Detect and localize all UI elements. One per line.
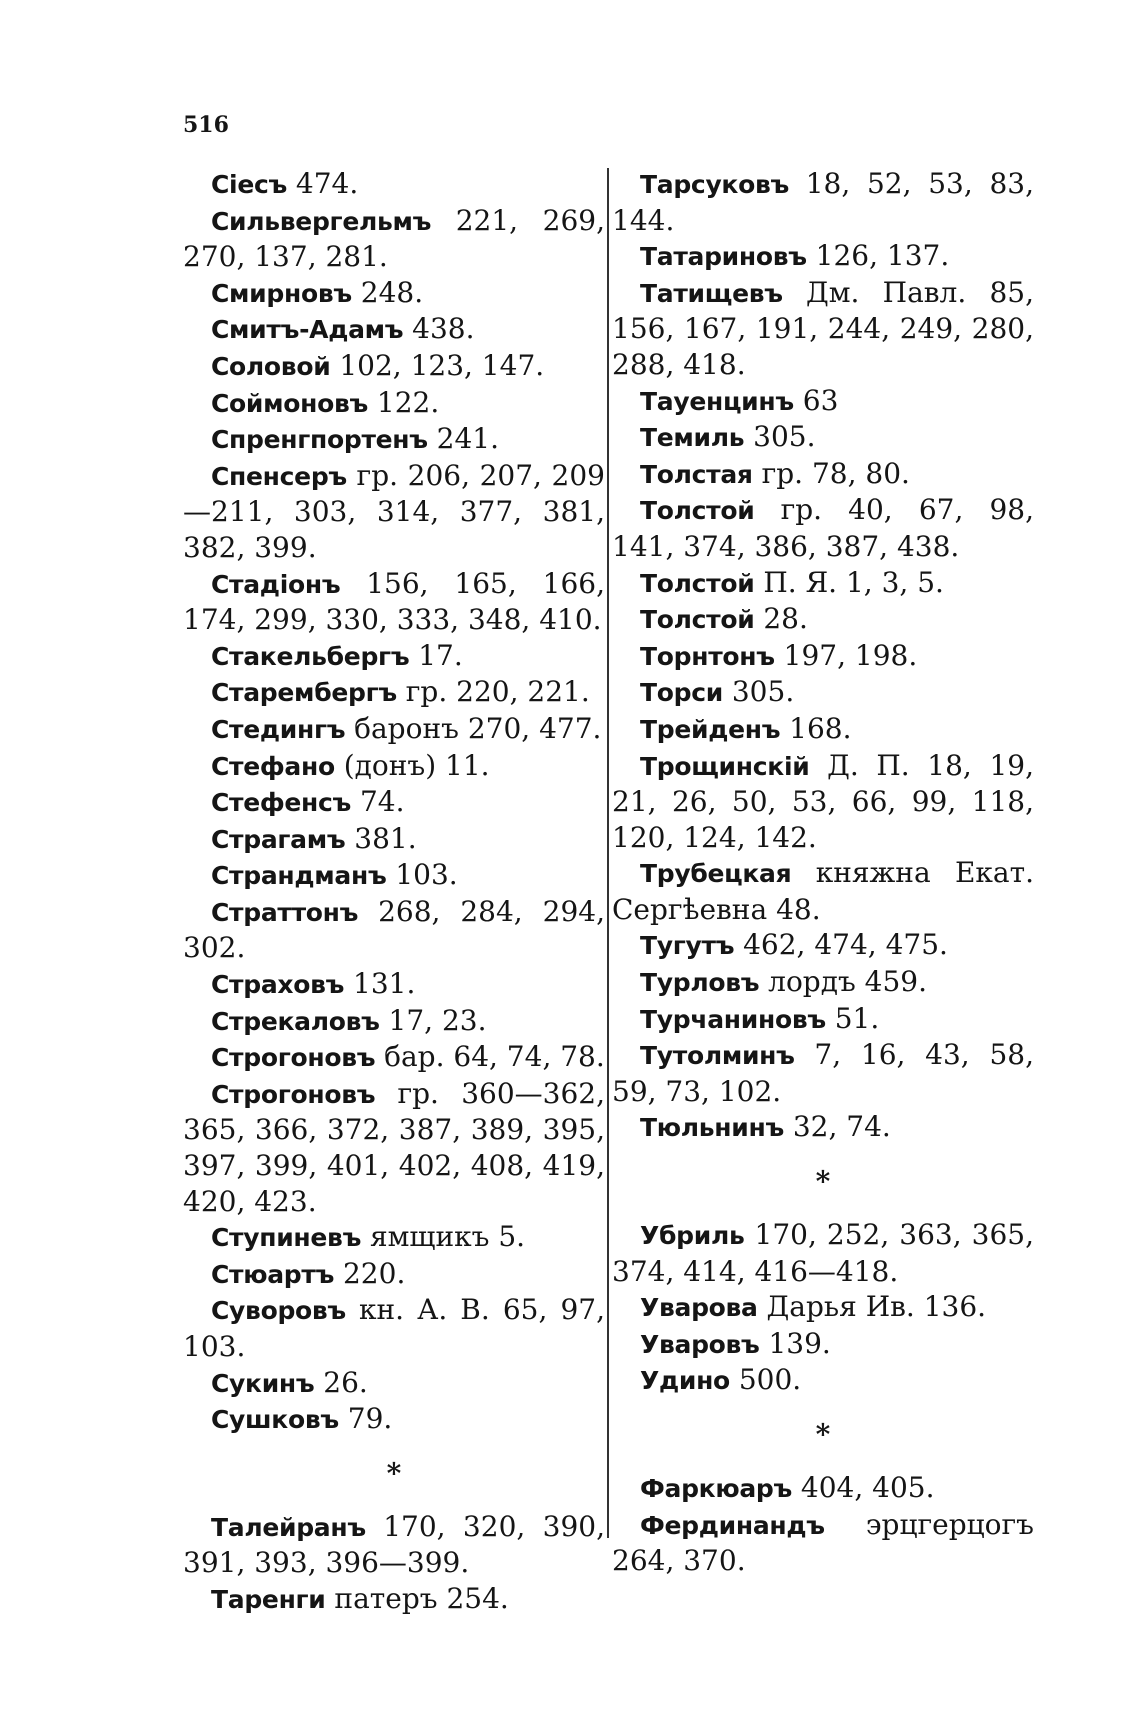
- entry-name: Сушковъ: [211, 1405, 339, 1435]
- index-entry: [612, 674, 1034, 711]
- entry-name: Смирновъ: [211, 278, 352, 308]
- index-column-right: [612, 166, 1034, 1579]
- entry-page-refs: 122.: [368, 385, 440, 419]
- entry-name: Строгоновъ: [211, 1043, 376, 1073]
- entry-page-refs: 248.: [351, 275, 424, 309]
- index-entry: [183, 1401, 605, 1438]
- section-separator: *: [815, 1418, 831, 1451]
- entry-page-refs: гр. 40, 67, 98, 141, 374, 386, 387, 438.: [612, 493, 1034, 563]
- index-entry: [612, 1289, 1034, 1326]
- entry-page-refs: кн. А. В. 65, 97, 103.: [183, 1293, 605, 1363]
- entry-page-refs: 305.: [722, 675, 795, 709]
- entry-page-refs: 170, 320, 390, 391, 393, 396—399.: [183, 1509, 605, 1580]
- entry-page-refs: гр. 220, 221.: [396, 675, 590, 709]
- entry-page-refs: баронъ 270, 477.: [345, 711, 602, 745]
- entry-page-refs: 28.: [754, 602, 808, 636]
- index-entry: [612, 1326, 1034, 1363]
- index-entry: [612, 275, 1034, 383]
- index-entry: [183, 1039, 605, 1076]
- entry-page-refs: патеръ 254.: [325, 1581, 509, 1615]
- entry-name: Торнтонъ: [640, 641, 775, 671]
- entry-page-refs: 63: [793, 383, 839, 417]
- index-entry: [612, 1507, 1034, 1579]
- entry-name: Сіесъ: [211, 170, 287, 199]
- entry-page-refs: гр. 78, 80.: [752, 456, 910, 490]
- entry-page-refs: 241.: [427, 422, 500, 456]
- entry-name: Толстой: [640, 605, 755, 635]
- entry-page-refs: 381.: [345, 821, 417, 855]
- index-entry: [183, 1581, 605, 1618]
- entry-name: Соловой: [211, 351, 331, 381]
- index-entry: [183, 784, 605, 821]
- index-column-left: [183, 166, 605, 1618]
- entry-name: Тугутъ: [640, 931, 735, 961]
- index-entry: [612, 456, 1034, 493]
- index-entry: [612, 419, 1034, 456]
- index-entry: [183, 711, 605, 748]
- entry-name: Трейденъ: [640, 714, 781, 744]
- index-entry: [183, 385, 605, 422]
- index-entry: [183, 1256, 605, 1293]
- entry-name: Стефенсъ: [211, 788, 352, 818]
- entry-page-refs: 51.: [825, 1001, 880, 1035]
- entry-page-refs: 17.: [409, 638, 463, 672]
- entry-name: Удино: [640, 1366, 730, 1396]
- entry-page-refs: 462, 474, 475.: [734, 928, 948, 962]
- entry-page-refs: 156, 165, 166, 174, 299, 330, 333, 348, 410.: [183, 566, 605, 637]
- entry-name: Тюльнинъ: [640, 1113, 784, 1143]
- index-entry: [612, 1109, 1034, 1146]
- entry-name: Смитъ-Адамъ: [211, 315, 404, 345]
- index-entry: [183, 1292, 605, 1364]
- entry-name: Спренгпортенъ: [211, 425, 428, 455]
- entry-page-refs: 170, 252, 363, 365, 374, 414, 416—418.: [612, 1218, 1034, 1288]
- entry-page-refs: гр. 206, 207, 209—211, 303, 314, 377, 381, 382, 399.: [183, 458, 605, 564]
- entry-name: Тарсуковъ: [640, 170, 789, 199]
- entry-page-refs: 474.: [286, 167, 359, 200]
- entry-page-refs: П. Я. 1, 3, 5.: [754, 565, 944, 599]
- index-entry: [612, 166, 1034, 238]
- entry-name: Тауенцинъ: [640, 386, 794, 416]
- index-entry: [183, 966, 605, 1003]
- entry-page-refs: 32, 74.: [783, 1110, 891, 1144]
- entry-name: Сильвергельмъ: [211, 206, 432, 236]
- index-entry: [183, 1003, 605, 1040]
- entry-name: Сукинъ: [211, 1368, 315, 1398]
- entry-page-refs: 74.: [351, 785, 405, 819]
- index-entry: [612, 1470, 1034, 1507]
- index-entry: [183, 748, 605, 785]
- entry-name: Стадіонъ: [211, 569, 341, 599]
- index-entry: [183, 1076, 605, 1219]
- entry-name: Стедингъ: [211, 714, 346, 744]
- entry-name: Толстой: [640, 568, 755, 598]
- index-entry: [612, 638, 1034, 675]
- index-entry: [612, 492, 1034, 564]
- index-entry: [183, 1509, 605, 1581]
- index-entry: [612, 1037, 1034, 1109]
- entry-page-refs: 131.: [344, 967, 416, 1001]
- index-entry: [183, 166, 605, 203]
- entry-name: Стакельбергъ: [211, 641, 410, 671]
- entry-name: Турчаниновъ: [640, 1004, 826, 1034]
- index-entry: [183, 1365, 605, 1402]
- entry-name: Турловъ: [640, 968, 760, 998]
- entry-page-refs: лордъ 459.: [759, 965, 928, 999]
- entry-page-refs: 18, 52, 53, 83, 144.: [612, 167, 1034, 237]
- entry-name: Уваровъ: [640, 1329, 760, 1359]
- index-entry: [183, 894, 605, 966]
- entry-page-refs: гр. 360—362, 365, 366, 372, 387, 389, 395, 397, 399, 401, 402, 408, 419, 420, 423.: [183, 1076, 605, 1218]
- index-entry: [612, 711, 1034, 748]
- entry-name: Трощинскій: [640, 751, 810, 781]
- entry-page-refs: 168.: [780, 711, 852, 745]
- entry-page-refs: Дм. Павл. 85, 156, 167, 191, 244, 249, 280, 288, 418.: [612, 275, 1034, 381]
- entry-page-refs: 79.: [338, 1402, 393, 1436]
- entry-name: Стюартъ: [211, 1259, 335, 1289]
- index-entry: [183, 1219, 605, 1256]
- entry-page-refs: 17, 23.: [379, 1003, 487, 1037]
- entry-page-refs: (донъ) 11.: [334, 748, 490, 782]
- entry-name: Стефано: [211, 751, 335, 781]
- entry-page-refs: 126, 137.: [806, 239, 950, 273]
- entry-page-refs: 305.: [744, 420, 816, 454]
- entry-name: Стрекаловъ: [211, 1006, 380, 1036]
- index-entry: [612, 1362, 1034, 1399]
- entry-page-refs: эрцгерцогъ 264, 370.: [612, 1507, 1034, 1578]
- index-entry: [612, 601, 1034, 638]
- entry-page-refs: 139.: [759, 1326, 831, 1360]
- entry-page-refs: 7, 16, 43, 58, 59, 73, 102.: [612, 1038, 1034, 1108]
- entry-name: Татищевъ: [640, 278, 783, 308]
- entry-page-refs: княжна Екат. Сергѣевна 48.: [612, 856, 1034, 926]
- entry-page-refs: Д. П. 18, 19, 21, 26, 50, 53, 66, 99, 118, 120, 124, 142.: [612, 748, 1034, 854]
- entry-name: Страттонъ: [211, 897, 359, 927]
- entry-name: Суворовъ: [211, 1296, 346, 1326]
- entry-name: Страховъ: [211, 970, 345, 1000]
- entry-page-refs: ямщикъ 5.: [361, 1220, 526, 1254]
- index-entry: [183, 821, 605, 858]
- section-separator: *: [815, 1165, 831, 1199]
- entry-name: Тутолминъ: [640, 1041, 795, 1071]
- entry-page-refs: 197, 198.: [774, 638, 918, 672]
- entry-page-refs: 500.: [729, 1363, 802, 1397]
- entry-name: Толстая: [640, 459, 753, 489]
- index-entry: [183, 857, 605, 894]
- entry-page-refs: 268, 284, 294, 302.: [183, 894, 605, 965]
- entry-name: Старембергъ: [211, 678, 397, 708]
- column-divider: [607, 168, 609, 1538]
- index-entry: [612, 1001, 1034, 1038]
- index-entry: [612, 855, 1034, 927]
- entry-name: Татариновъ: [640, 242, 807, 272]
- index-entry: [612, 383, 1034, 420]
- entry-page-refs: 26.: [314, 1365, 368, 1399]
- index-entry: [612, 964, 1034, 1001]
- index-entry: [183, 203, 605, 275]
- entry-name: Страндманъ: [211, 861, 387, 891]
- entry-name: Толстой: [640, 496, 755, 526]
- entry-name: Торси: [640, 678, 723, 708]
- page-number: 516: [183, 112, 229, 138]
- entry-name: Таренги: [211, 1584, 326, 1614]
- index-entry: [183, 275, 605, 312]
- entry-name: Убриль: [640, 1221, 745, 1251]
- entry-name: Соймоновъ: [211, 388, 369, 418]
- entry-page-refs: Дарья Ив. 136.: [757, 1290, 987, 1324]
- entry-page-refs: 404, 405.: [791, 1471, 935, 1504]
- index-entry: [183, 638, 605, 675]
- entry-name: Страгамъ: [211, 824, 346, 854]
- entry-page-refs: 221, 269, 270, 137, 281.: [183, 203, 605, 274]
- index-entry: [612, 748, 1034, 856]
- entry-name: Спенсеръ: [211, 461, 347, 491]
- index-entry: [183, 311, 605, 348]
- index-entry: [612, 1217, 1034, 1289]
- entry-page-refs: бар. 64, 74, 78.: [375, 1040, 605, 1074]
- entry-page-refs: 220.: [334, 1256, 406, 1290]
- entry-page-refs: 438.: [403, 312, 475, 346]
- index-entry: [183, 674, 605, 711]
- section-separator: *: [386, 1456, 402, 1490]
- entry-name: Уварова: [640, 1293, 758, 1323]
- entry-name: Фаркюаръ: [640, 1474, 792, 1503]
- entry-name: Строгоновъ: [211, 1079, 376, 1109]
- entry-name: Фердинандъ: [640, 1510, 825, 1540]
- entry-name: Талейранъ: [211, 1512, 366, 1542]
- entry-name: Трубецкая: [640, 859, 792, 889]
- index-entry: [612, 238, 1034, 275]
- entry-name: Ступиневъ: [211, 1223, 362, 1253]
- index-entry: [183, 421, 605, 458]
- index-entry: [612, 565, 1034, 602]
- index-entry: [183, 458, 605, 566]
- index-entry: [612, 927, 1034, 964]
- entry-name: Темиль: [640, 423, 745, 453]
- entry-page-refs: 102, 123, 147.: [330, 348, 545, 382]
- entry-page-refs: 103.: [386, 858, 458, 892]
- index-entry: [183, 566, 605, 638]
- index-entry: [183, 348, 605, 385]
